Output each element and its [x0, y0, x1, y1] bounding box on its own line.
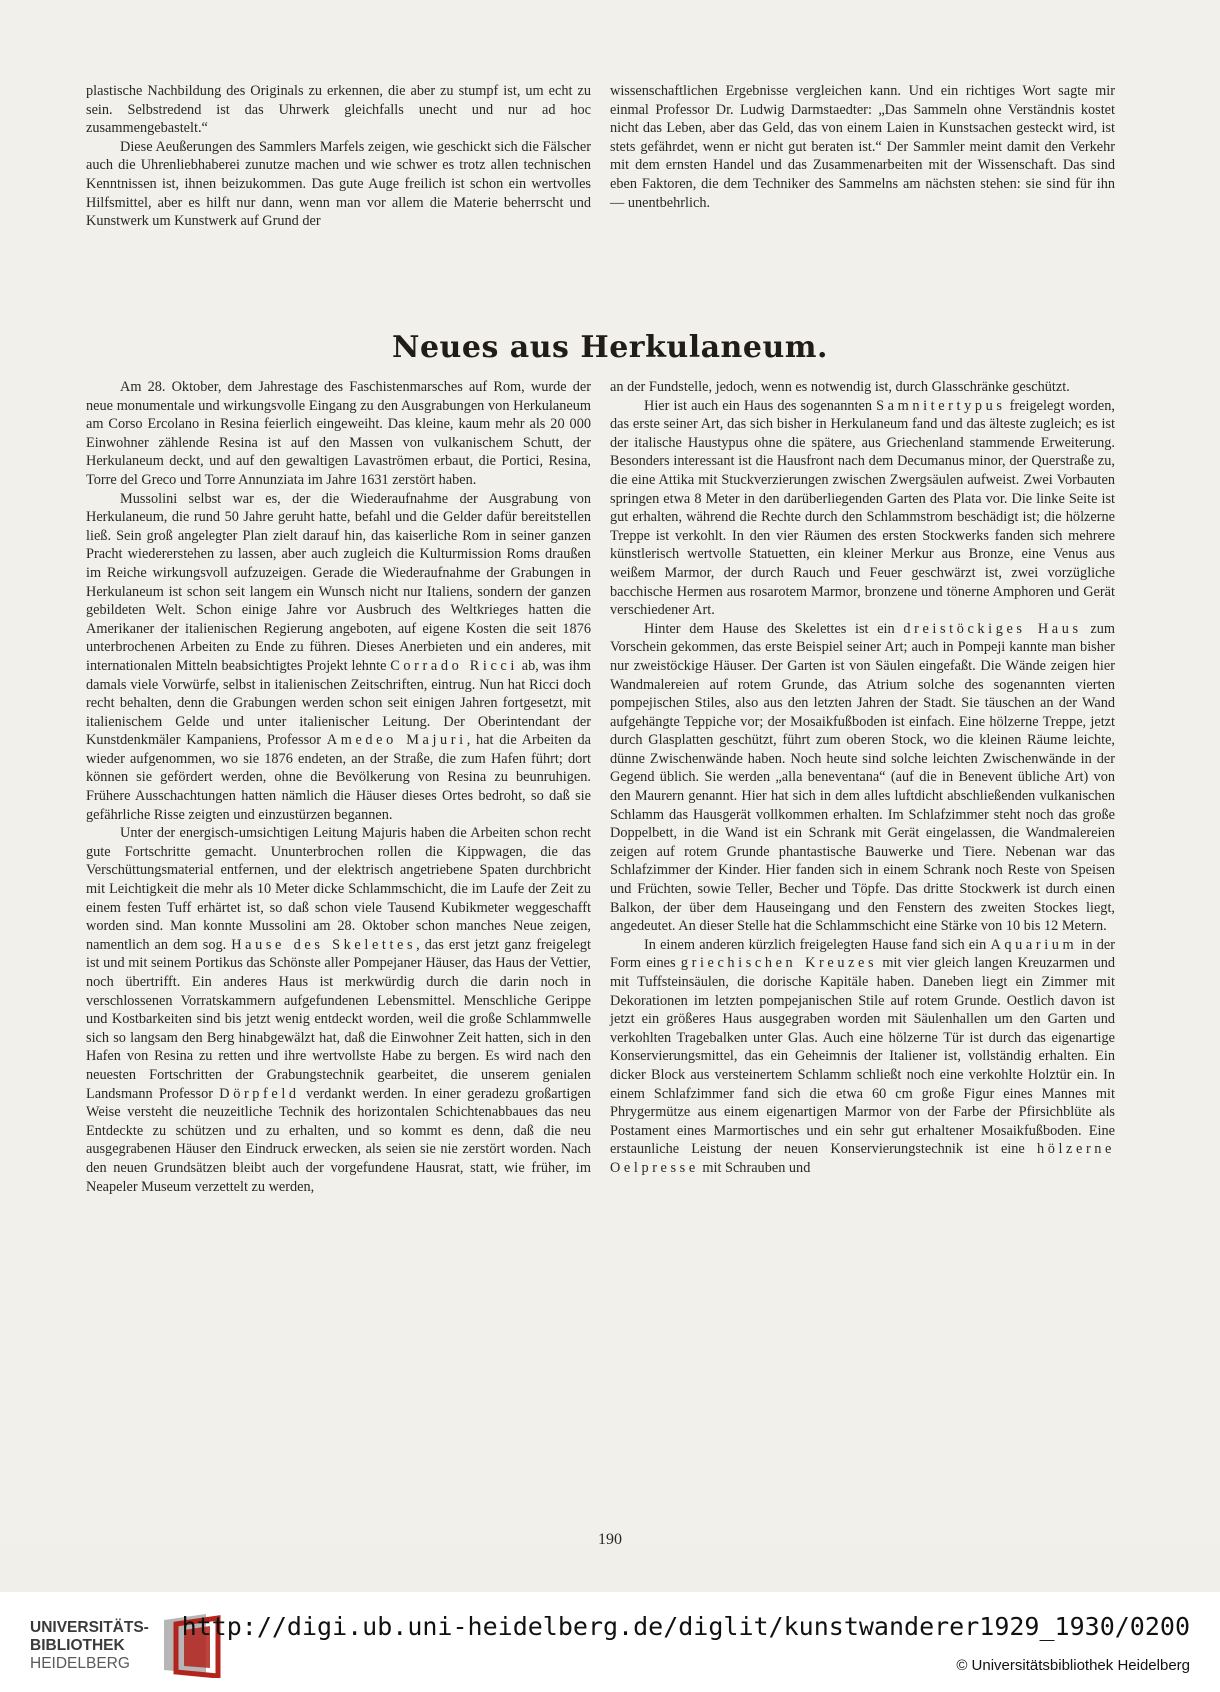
- copyright-notice: © Universitätsbibliothek Heidelberg: [956, 1657, 1190, 1674]
- library-logo: [30, 1619, 160, 1675]
- top-left-column: [86, 82, 591, 231]
- paragraph-text: In einem anderen kürzlich freigelegten Hause fand sich ein: [644, 936, 991, 953]
- spaced-emphasis-text: Samnitertypus: [876, 397, 1006, 414]
- spaced-emphasis-text: Hause des Skelettes: [231, 936, 417, 953]
- paragraph: [610, 936, 1115, 1178]
- paragraph-text: Unter der energisch-umsichtigen Leitung Majuris haben die Arbeiten schon recht gute Fortschritte gemacht. Ununterbrochen rollen die Kippwagen, die das Verschüttungsmaterial entfernen, und der elektrisch angetriebene Spaten durchbricht mit Leichtigkeit die mehr als 10 Meter dicke Schlammschicht, die im Laufe der Zeit zu einem festen Tuff erhärtet ist, so daß schon viele Tausend Kubikmeter weggeschafft worden sind. Man konnte Mussolini am 28. Oktober schon manches Neue zeigen, namentlich an dem sog.: [86, 825, 591, 953]
- main-right-column: [610, 378, 1115, 1178]
- paragraph: [610, 82, 1115, 212]
- paragraph-text: Am 28. Oktober, dem Jahrestage des Faschistenmarsches auf Rom, wurde der neue monumentale und wirkungsvolle Eingang zu den Ausgrabungen von Herkulaneum am Corso Ercolano in Resina feierlich eingeweiht. Das kleine, kaum mehr als 20 000 Einwohner zählende Resina ist auf den Massen von vulkanischem Schutt, der Herkulaneum deckt, und auf den gewaltigen Lavaströmen erbaut, die Portici, Resina, Torre del Greco und Torre Annunziata im Jahre 1631 zerstört haben.: [86, 379, 591, 488]
- paragraph: [86, 824, 591, 1196]
- paragraph-text: , hat die Arbeiten da wieder aufgenommen, wo sie 1876 endeten, an der Straße, die zum Hafen führt; dort können sie gefördert werden, ohne die Bevölkerung von Resina zu beunruhigen. Frühere Ausschachtungen hatten nämlich die Häuser dieses Ortes bedroht, so daß sie gefährliche Risse zeigten und einzustürzen begannen.: [86, 732, 591, 823]
- library-footer: [0, 1592, 1220, 1692]
- paragraph: [86, 138, 591, 231]
- paragraph: [610, 378, 1115, 397]
- paragraph-text: freigelegt worden, das erste seiner Art, das sich bisher in Herkulaneum fand und das älteste zugleich; es ist der italische Haustypus ohne die spätere, aus Griechenland stammende Erweiterung. Besonders interessant ist die Hausfront nach dem Decumanus minor, der Querstraße zu, die eine Attika mit Stuckverzierungen zwischen Zwergsäulen aufweist. Zwei Vorbauten springen etwa 8 Meter in den darüberliegenden Garten des Plata vor. Die linke Seite ist gut erhalten, während die Rechte durch den Schlammstrom beschädigt ist; die hölzerne Treppe ist verkohlt. In den vier Räumen des ersten Stockwerks fanden sich mehrere künstlerisch wertvolle Statuetten, ein kleiner Merkur aus Bronze, eine Venus aus weißem Marmor, der durch Rauch und Feuer geschwärzt ist, zwei vorzügliche bacchische Hermen aus rosarotem Marmor, bronzene und tönerne Amphoren und Gerät verschiedener Art.: [610, 397, 1115, 619]
- spaced-emphasis-text: Dörpfeld: [219, 1085, 300, 1102]
- spaced-emphasis-text: hölzerne Oelpresse: [610, 1141, 1115, 1176]
- top-right-column: [610, 82, 1115, 212]
- paragraph-text: Hinter dem Hause des Skelettes ist ein: [644, 620, 904, 637]
- paragraph-text: in der Form eines: [610, 936, 1115, 972]
- paragraph: [610, 620, 1115, 936]
- paragraph-text: ab, was ihm damals viele Vorwürfe, selbst in italienischen Zeitschriften, eintrug. Nun hat Ricci doch recht behalten, denn die Grabungen werden schon seit einigen Jahren fortgesetzt, mit italienischem Gelde und unter italienischer Leitung. Der Oberintendant der Kunstdenkmäler Kampaniens, Professor: [86, 657, 591, 749]
- paragraph-text: an der Fundstelle, jedoch, wenn es notwendig ist, durch Glasschränke geschützt.: [610, 379, 1070, 395]
- paragraph-text: verdankt werden. In einer geradezu großartigen Weise versteht die neuzeitliche Technik des horizontalen Schichtenabbaues das neu Entdeckte zu schützen und zu erhalten, und so kommt es denn, daß die neu ausgegrabenen Häuser den Eindruck erwecken, als seien sie nie zerstört worden. Nach den neuen Grundsätzen bleibt auch der vorgefundene Hausrat, statt, wie früher, im Neapeler Museum verzettelt zu werden,: [86, 1085, 591, 1195]
- spaced-emphasis-text: dreistöckiges Haus: [903, 620, 1082, 637]
- paragraph-text: , das erst jetzt ganz freigelegt ist und mit seinem Portikus das Schönste aller Pompejaner Häuser, das Haus der Vettier, noch übertrifft. Ein anderes Haus ist merkwürdig durch die darin noch in verschlossenen Vorratskammern aufgefundenen Lebensmittel. Menschliche Gerippe und Kostbarkeiten sind bis jetzt wenig entdeckt worden, weil die große Schlammwelle sich so langsam den Berg hinabgewälzt hat, daß die Einwohner Zeit hatten, sich in den Hafen von Resina zu retten und ihre wertvollste Habe zu bergen. Es wird nach den neuesten Fortschritten der Grabungstechnik gearbeitet, die unserem genialen Landsmann Professor: [86, 936, 591, 1102]
- paragraph-text: Mussolini selbst war es, der die Wiederaufnahme der Ausgrabung von Herkulaneum, die rund 50 Jahre geruht hatte, befahl und die Gelder dafür bereitstellen ließ. Sein groß angelegter Plan zielt darauf hin, das kaiserliche Rom in seiner ganzen Pracht wiedererstehen zu lassen, aber auch zugleich die Kulturmission Roms draußen im Reiche wirkungsvoll aufzuzeigen. Gerade die Wiederaufnahme der Grabungen in Herkulaneum ist schon seit langem ein Wunsch nicht nur Italiens, sondern der ganzen gebildeten Welt. Schon einige Jahre vor Ausbruch des Weltkrieges hatten die Amerikaner der italienischen Regierung angeboten, auf eigene Kosten die seit 1876 unterbrochenen Arbeiten zu Ende zu führen. Dieses Anerbieten und ein anderes, mit internationalen Mitteln beabsichtigtes Projekt lehnte: [86, 490, 591, 674]
- logo-line-2: BIBLIOTHEK: [30, 1637, 125, 1654]
- paragraph-text: mit Schrauben und: [698, 1159, 811, 1176]
- paragraph: [86, 82, 591, 138]
- permalink-url[interactable]: http://digi.ub.uni-heidelberg.de/diglit/kunstwanderer1929_1930/0200: [181, 1612, 1190, 1641]
- paragraph: [86, 378, 591, 490]
- paragraph: [610, 397, 1115, 620]
- paragraph-text: mit vier gleich langen Kreuzarmen und mit Tuffsteinsäulen, die dorische Kapitäle haben. Daneben liegt ein Zimmer mit Dekorationen im letzten pompejanischen Stile auf rotem Grunde. Oestlich davon ist jetzt ein größeres Haus ausgegraben worden mit Säulenhallen um den Garten und verkohlten Tragebalken unter Glas. Auch eine hölzerne Tür ist durch das eigenartige Konservierungsmittel, das ein Geheimnis der Italiener ist, vollständig erhalten. Ein dicker Block aus versteinertem Schlamm schließt noch eine verkohlte Holztür ein. In einem Schlafzimmer fand sich die etwa 60 cm große Figur eines Mannes mit Phrygermütze aus einem eigenartigen Marmor von der Farbe der Pfirsichblüte als Postament eines Marmortisches und ein sehr gut erhaltener Mosaikfußboden. Eine erstaunliche Leistung der neuen Konservierungstechnik ist eine: [610, 955, 1116, 1158]
- spaced-emphasis-text: Amedeo Majuri: [326, 732, 467, 749]
- paragraph-text: Hier ist auch ein Haus des sogenannten: [644, 397, 877, 414]
- logo-line-3: HEIDELBERG: [30, 1655, 130, 1672]
- paragraph-text: wissenschaftlichen Ergebnisse vergleichen kann. Und ein richtiges Wort sagte mir einmal Professor Dr. Ludwig Darmstaedter: „Das Sammeln ohne Verständnis kostet nicht das Leben, aber das Geld, das von einem Laien in Kunstsachen gesteckt wird, ist stets gefährdet, wenn er nicht gut beraten ist.“ Der Sammler meint damit den Verkehr mit dem ernsten Handel und das Zusammenarbeiten mit der Wissenschaft. Das sind eben Faktoren, die dem Techniker des Sammelns am nächsten stehen: sie sind für ihn — unentbehrlich.: [610, 83, 1115, 211]
- page-number: 190: [598, 1531, 622, 1548]
- article-title: Neues aus Herkulaneum.: [392, 330, 828, 365]
- spaced-emphasis-text: Corrado Ricci: [390, 657, 518, 674]
- paragraph-text: zum Vorschein gekommen, das erste Beispiel seiner Art; auch in Pompeji kannte man bisher nur zweistöckige Häuser. Der Garten ist von Säulen eingefaßt. Die Wände zeigen hier Wandmalereien auf rotem Grunde, das Atrium solche des sogenannten vierten pompejischen Stiles, also aus den letzten Jahren der Stadt. Sie täuschen an der Wand aufgehängte Teppiche vor; der Mosaikfußboden ist einfach. Eine hölzerne Treppe, jetzt durch Glasplatten geschützt, führt zum oberen Stock, wo die kleinen Räume leichte, dünne Zwischenwände haben. Noch heute sind solche leichten Zwischenwände in der Gegend üblich. Sie werden „alla beneventana“ (auf die in Benevent übliche Art) von den Maurern genannt. Hier hat sich in dem alles luftdicht abschließenden vulkanischen Schlamm das Hausgerät vollkommen erhalten. Im Schlafzimmer steht noch das große Doppelbett, in die Wand ist ein Schrank mit Gerät eingelassen, die Wandmalereien zeigen auf rotem Grunde phantastische Bauwerke und Tiere. Nebenan war das Schlafzimmer der Kinder. Hier fanden sich in einem Schrank noch Reste von Speisen und Früchten, sowie Teller, Becher und Töpfe. Das dritte Stockwerk ist durch einen Balkon, der über dem Hauseingang und den Fenstern des zweiten Stockes liegt, angedeutet. An dieser Stelle hat die Schlammschicht eine Stärke von 10 bis 12 Metern.: [610, 620, 1115, 935]
- logo-line-1: UNIVERSITÄTS-: [30, 1619, 149, 1636]
- paragraph-text: plastische Nachbildung des Originals zu erkennen, die aber zu stumpf ist, um echt zu sein. Selbstredend ist das Uhrwerk gleichfalls unecht und nur ad hoc zusammengebastelt.“: [86, 83, 591, 137]
- spaced-emphasis-text: Aquarium: [990, 936, 1078, 953]
- spaced-emphasis-text: griechischen Kreuzes: [680, 955, 878, 972]
- main-left-column: [86, 378, 591, 1196]
- paragraph-text: Diese Aeußerungen des Sammlers Marfels zeigen, wie geschickt sich die Fälscher auch die Uhrenliebhaberei zunutze machen und wie schwer es trotz allen technischen Kenntnissen ist, ihnen beizukommen. Das gute Auge freilich ist schon ein wertvolles Hilfsmittel, aber es hilft nur dann, wenn man vor allem die Materie beherrscht und Kunstwerk um Kunstwerk auf Grund der: [86, 138, 591, 230]
- paragraph: [86, 490, 591, 825]
